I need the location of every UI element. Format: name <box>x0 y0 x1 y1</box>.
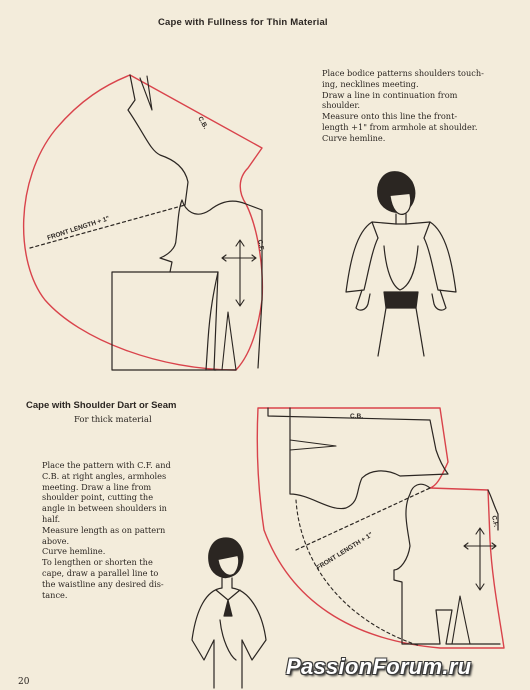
label-cf-1: C.F. <box>256 239 265 252</box>
back-bodice-2 <box>268 408 448 509</box>
section2-subtitle: For thick material <box>74 415 152 425</box>
label-front-length-1: FRONT LENGTH + 1" <box>46 215 111 242</box>
page-number: 20 <box>18 677 30 687</box>
instruction-line: meeting. Draw a line from <box>42 481 152 492</box>
site-watermark: PassionForum.ru <box>286 654 472 679</box>
label-front-length-2: FRONT LENGTH + 1" <box>315 531 375 572</box>
instruction-line: above. <box>42 535 70 546</box>
instruction-line: cape, draw a parallel line to <box>42 567 159 578</box>
instruction-line: Place bodice patterns shoulders touch- <box>322 68 484 78</box>
section1-title: Cape with Fullness for Thin Material <box>158 17 328 28</box>
label-cf-2: C.F. <box>490 514 500 528</box>
label-cb-2: C.B. <box>350 413 363 420</box>
instruction-line: Curve hemline. <box>42 546 106 557</box>
instruction-line: Measure length as on pattern <box>42 524 166 535</box>
instruction-line: C.B. at right angles, armholes <box>42 470 167 481</box>
instruction-line: shoulder point, cutting the <box>42 492 154 503</box>
front-dart-2 <box>452 596 470 644</box>
instruction-line: Curve hemline. <box>322 132 386 143</box>
back-dart-2 <box>290 440 336 450</box>
instruction-line: length +1" from armhole at shoulder. <box>322 121 478 132</box>
instruction-line: To lengthen or shorten the <box>42 557 153 568</box>
front-bodice-2 <box>394 484 500 644</box>
instruction-line: Place the pattern with C.F. and <box>42 460 171 470</box>
instruction-line: tance. <box>42 589 68 600</box>
section2-title: Cape with Shoulder Dart or Seam <box>26 400 177 411</box>
instruction-line: Draw a line in continuation from <box>322 89 458 100</box>
cape-outline-red-2 <box>257 408 504 648</box>
grain-arrow-vertical-2 <box>476 528 484 590</box>
instruction-line: ing, necklines meeting. <box>322 78 419 89</box>
woman-illustration-2 <box>192 538 266 688</box>
instruction-line: the waistline any desired dis- <box>42 578 164 589</box>
instruction-line: angle in between shoulders in <box>42 503 167 514</box>
instruction-line: shoulder. <box>322 100 360 111</box>
instruction-line: half. <box>42 513 61 524</box>
label-cb-1: C.B. <box>196 115 209 131</box>
instruction-line: Measure onto this line the front- <box>322 111 458 122</box>
